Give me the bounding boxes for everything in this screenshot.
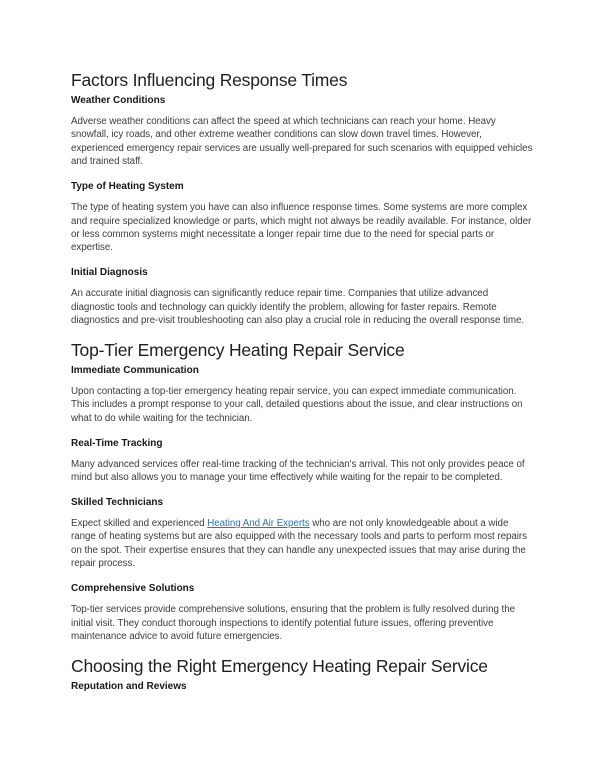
- paragraph-skilled-technicians: [71, 517, 533, 571]
- subheading-weather-conditions: Weather Conditions: [71, 95, 166, 106]
- section-heading-top-tier-emergency-heating-repair-service: Top-Tier Emergency Heating Repair Service: [71, 339, 405, 360]
- paragraph-real-time-tracking: Many advanced services offer real-time tracking of the technician's arrival. This not only provides peace of mind but also allows you to manage your time effectively while waiting for the repair to be completed.: [71, 458, 525, 484]
- subheading-type-of-heating-system: Type of Heating System: [71, 181, 184, 193]
- paragraph-initial-diagnosis: An accurate initial diagnosis can significantly reduce repair time. Companies that utilize advanced diagnostic tools and technology can quickly identify the problem, allowing for faster repairs. Remote diagnostics and pre-visit troubleshooting can also play a crucial role in reducing the overall response time.: [71, 288, 525, 327]
- subheading-reputation-and-reviews: Reputation and Reviews: [71, 680, 187, 692]
- paragraph-immediate-communication: Upon contacting a top-tier emergency heating repair service, you can expect immediate communication. This includes a prompt response to your call, detailed questions about the issue, and clear instructions on what to do while waiting for the technician.: [71, 385, 523, 424]
- subheading-comprehensive-solutions: Comprehensive Solutions: [71, 583, 195, 595]
- paragraph-skilled-technicians-after-link: who are not only knowledgeable about a wide range of heating systems but are also equipped with the necessary tools and parts to perform most repairs on the spot. Their expertise ensures that they can handle any unexpected issues that may arise during the repair process.: [71, 518, 527, 570]
- paragraph-type-of-heating-system: The type of heating system you have can also influence response times. Some systems are more complex and require specialized knowledge or parts, which might not always be readily available. For instance, older or less common systems might necessitate a longer repair time due to the need for special parts or expertise.: [71, 202, 532, 254]
- section-heading-choosing-the-right-emergency-heating-repair-service: Choosing the Right Emergency Heating Repair Service: [71, 655, 488, 676]
- paragraph-comprehensive-solutions: Top-tier services provide comprehensive solutions, ensuring that the problem is fully resolved during the initial visit. They conduct thorough inspections to identify potential future issues, offering preventive maintenance advice to avoid future emergencies.: [71, 604, 516, 642]
- subheading-skilled-technicians: Skilled Technicians: [71, 497, 164, 508]
- paragraph-skilled-technicians-before-link: Expect skilled and experienced: [71, 518, 208, 529]
- subheading-initial-diagnosis: Initial Diagnosis: [71, 267, 148, 279]
- heating-and-air-experts-link[interactable]: Heating And Air Experts: [207, 518, 310, 529]
- section-heading-factors-influencing-response-times: Factors Influencing Response Times: [71, 70, 348, 90]
- paragraph-weather-conditions: Adverse weather conditions can affect the speed at which technicians can reach your home. Heavy snowfall, icy roads, and other extreme weather conditions can slow down travel times. However, experienced emergency repair services are usually well-prepared for such scenarios with equipped vehicles and trained staff.: [71, 116, 533, 168]
- subheading-real-time-tracking: Real-Time Tracking: [71, 437, 163, 449]
- document-content: [71, 70, 533, 701]
- subheading-immediate-communication: Immediate Communication: [71, 364, 199, 376]
